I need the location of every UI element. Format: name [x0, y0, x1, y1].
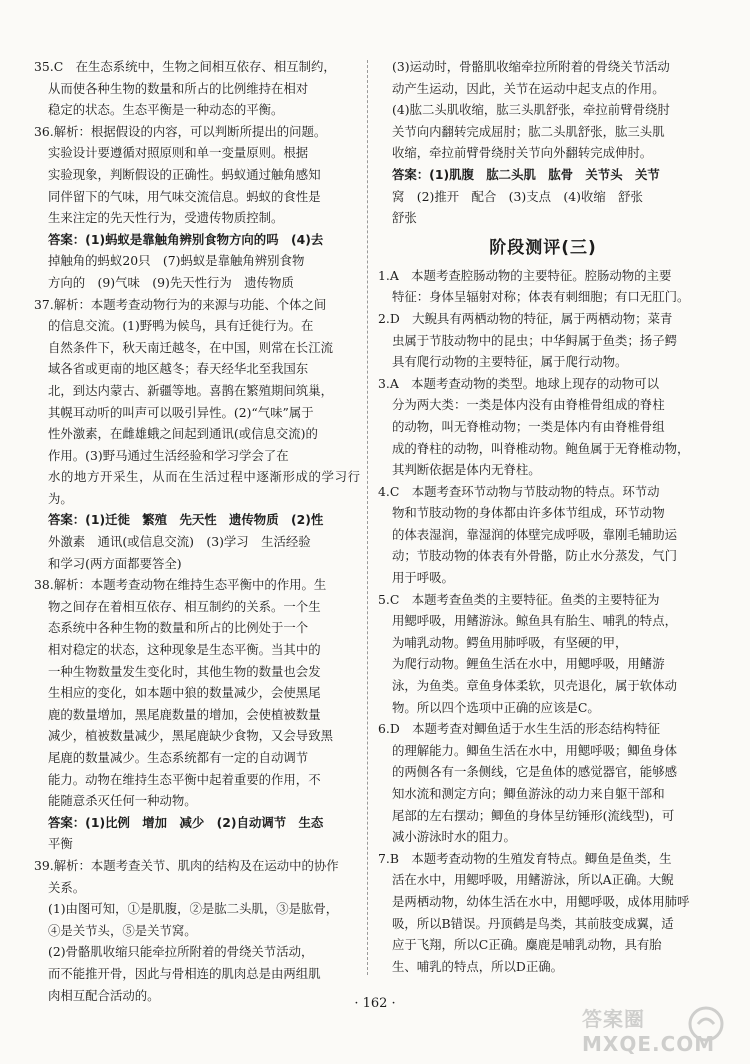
answer-39-continued	[378, 56, 708, 229]
text-line: 39.解析：本题考查关节、肌肉的结构及在运动中的协作	[34, 857, 339, 873]
answer-line: 方向的 (9)气味 (9)先天性行为 遗传物质	[48, 274, 294, 290]
answer-line: 答案：(1)比例 增加 减少 (2)自动调节 生态	[48, 814, 324, 830]
text-line: 减小游泳时水的阻力。	[392, 829, 516, 845]
answer-7	[378, 848, 708, 978]
answer-line: 外激素 通讯(或信息交流) (3)学习 生活经验	[48, 534, 311, 550]
text-line: 性外激素，在雌雄蛾之间起到通讯(或信息交流)的	[48, 426, 318, 442]
text-line: 自然条件下，秋天南迁越冬，在中国，则常在长江流	[48, 339, 333, 355]
text-line: 的体表湿润，靠湿润的体壁完成呼吸，靠刚毛辅助运	[392, 526, 677, 542]
answer-4	[378, 481, 708, 589]
text-line: (4)肱二头肌收缩，肱三头肌舒张，牵拉前臂骨绕肘	[392, 102, 670, 118]
text-line: 物之间存在着相互依存、相互制约的关系。一个生	[48, 598, 321, 614]
column-divider	[367, 60, 368, 975]
text-line: 37.解析：本题考查动物行为的来源与功能、个体之间	[34, 296, 327, 312]
text-line: 吸，所以B错误。丹顶鹤是鸟类，其前肢变成翼，适	[392, 915, 674, 931]
answer-line: 和学习(两方面都要答全)	[48, 555, 182, 571]
text-line: 用于呼吸。	[392, 570, 454, 586]
answer-line: 掉触角的蚂蚁20只 (7)蚂蚁是靠触角辨别食物	[48, 253, 305, 269]
text-line: 同伴留下的气味，用气味交流信息。蚂蚁的食性是	[48, 188, 321, 204]
text-line: (2)骨骼肌收缩只能牵拉所附着的骨绕关节活动，	[48, 944, 314, 960]
text-line: 物。所以四个选项中正确的应该是C。	[392, 699, 600, 715]
text-line: 具有爬行动物的主要特征，属于爬行动物。	[392, 354, 628, 370]
text-line: 水的地方开采生，从而在生活过程中逐渐形成的学习行为。	[48, 469, 360, 506]
text-line: 4.C 本题考查环节动物与节肢动物的特点。环节动	[378, 483, 660, 499]
text-line: 从而使各种生物的数量和所占的比例维持在相对	[48, 80, 309, 96]
text-line: 为哺乳动物。鳄鱼用肺呼吸，有坚硬的甲，	[392, 634, 628, 650]
text-line: 6.D 本题考查对鲫鱼适于水生生活的形态结构特征	[378, 721, 660, 737]
text-line: 泳，为鱼类。章鱼身体柔软，贝壳退化，属于软体动	[392, 678, 677, 694]
text-line: (1)由图可知，①是肌腹，②是肱二头肌，③是肱骨，	[48, 901, 339, 917]
text-line: 减少，植被数量减少，黑尾鹿缺少食物，又会导致黑	[48, 728, 333, 744]
answer-line: 舒张	[392, 210, 417, 226]
answer-38	[34, 574, 360, 855]
text-line: 特征：身体呈辐射对称；体表有刺细胞；有口无肛门。	[392, 289, 690, 305]
answer-line: 窝 (2)推开 配合 (3)支点 (4)收缩 舒张	[392, 188, 643, 204]
text-line: 7.B 本题考查动物的生殖发育特点。鲫鱼是鱼类，生	[378, 850, 672, 866]
answer-2	[378, 308, 708, 373]
text-line: 域各省或更南的地区越冬；春天经华北至我国东	[48, 361, 309, 377]
answer-39	[34, 855, 360, 1006]
watermark-text: 答案圈 MXQE.COM	[582, 1007, 716, 1056]
text-line: 作用。(3)野马通过生活经验和学习学会了在	[48, 447, 289, 463]
text-line: 的理解能力。鲫鱼生活在水中，用鳃呼吸；鲫鱼身体	[392, 742, 677, 758]
text-line: 鹿的数量增加，黑尾鹿数量的增加，会使植被数量	[48, 706, 321, 722]
text-line: 3.A 本题考查动物的类型。地球上现存的动物可以	[378, 375, 659, 391]
answer-1	[378, 265, 708, 308]
text-line: 的信息交流。(1)野鸭为候鸟，具有迁徙行为。在	[48, 318, 314, 334]
answer-36	[34, 121, 360, 294]
text-line: 而不能推开骨，因此与骨相连的肌肉总是由两组肌	[48, 965, 321, 981]
text-line: 能力。动物在维持生态平衡中起着重要的作用，不	[48, 771, 321, 787]
text-line: 35.C 在生态系统中，生物之间相互依存、相互制约，	[34, 59, 336, 74]
answer-line: 答案：(1)迁徙 繁殖 先天性 遗传物质 (2)性	[48, 512, 324, 528]
answer-3	[378, 373, 708, 481]
answer-line: 答案：(1)蚂蚁是靠触角辨别食物方向的吗 (4)去	[48, 231, 324, 247]
text-line: 1.A 本题考查腔肠动物的主要特征。腔肠动物的主要	[378, 267, 672, 283]
text-line: 尾鹿的数量减少。生态系统都有一定的自动调节	[48, 750, 309, 765]
text-line: 其判断依据是体内无脊柱。	[392, 462, 541, 478]
text-line: 稳定的状态。生态平衡是一种动态的平衡。	[48, 102, 284, 118]
left-column	[34, 56, 360, 1006]
text-line: 关系。	[48, 879, 86, 895]
text-line: 尾部的左右摆动；鲫鱼的身体呈纺锤形(流线型)，可	[392, 807, 675, 823]
text-line: 态系统中各种生物的数量和所占的比例处于一个	[48, 620, 309, 636]
text-line: 能随意杀灭任何一种动物。	[48, 793, 197, 809]
page-number: · 162 ·	[354, 996, 396, 1011]
text-line: 5.C 本题考查鱼类的主要特征。鱼类的主要特征为	[378, 591, 660, 607]
text-line: 的两侧各有一条侧线，它是鱼体的感觉器官，能够感	[392, 764, 677, 780]
text-line: 相对稳定的状态，这种现象是生态平衡。当其中的	[48, 642, 321, 658]
text-line: ④是关节头，⑤是关节窝。	[48, 922, 197, 938]
answer-line: 答案：(1)肌腹 肱二头肌 肱骨 关节头 关节	[392, 166, 660, 182]
text-line: 肉相互配合活动的。	[48, 987, 160, 1003]
text-line: 用鳃呼吸，用鳍游泳。鲸鱼具有胎生、哺乳的特点，	[392, 613, 677, 629]
text-line: 知水流和测定方向；鲫鱼游泳的动力来自躯干部和	[392, 786, 665, 801]
answer-6	[378, 718, 708, 848]
text-line: 应于飞翔，所以C正确。麋鹿是哺乳动物，具有胎	[392, 937, 662, 953]
text-line: 是两栖动物，幼体生活在水中，用鳃呼吸，成体用肺呼	[392, 893, 690, 909]
answer-line: 平衡	[48, 836, 73, 852]
right-column	[378, 56, 708, 977]
text-line: 动；节肢动物的体表有外骨骼，防止水分蒸发，气门	[392, 548, 677, 564]
text-line: 36.解析：根据假设的内容，可以判断所提出的问题。	[34, 123, 327, 139]
text-line: 生、哺乳的特点，所以D正确。	[392, 958, 564, 974]
text-line: 成的脊柱的动物，叫脊椎动物。鲍鱼属于无脊椎动物，	[392, 440, 690, 456]
text-line: 为爬行动物。鲤鱼生活在水中，用鳃呼吸，用鳍游	[392, 656, 665, 672]
text-line: 一种生物数量发生变化时，其他生物的数量也会发	[48, 663, 321, 679]
text-line: 其幌耳动听的叫声可以吸引异性。(2)“气味”属于	[48, 404, 314, 420]
text-line: 实验现象，判断假设的正确性。蚂蚁通过触角感知	[48, 166, 321, 182]
answer-37	[34, 294, 360, 575]
text-line: 分为两大类：一类是体内没有由脊椎骨组成的脊柱	[392, 397, 665, 413]
text-line: 活在水中，用鳃呼吸，用鳍游泳，所以A正确。大鲵	[392, 872, 674, 888]
answer-5	[378, 589, 708, 719]
section-title: 阶段测评(三)	[489, 237, 597, 258]
text-line: 实验设计要遵循对照原则和单一变量原则。根据	[48, 145, 309, 161]
text-line: 关节向内翻转完成屈肘；肱二头肌舒张，肱三头肌	[392, 123, 665, 139]
watermark-logo	[582, 1002, 732, 1058]
text-line: 北，到达内蒙古、新疆等地。喜鹊在繁殖期间筑巢，	[48, 382, 333, 398]
text-line: 生相应的变化，如本题中狼的数量减少，会使黑尾	[48, 685, 321, 701]
text-line: 生来注定的先天性行为，受遗传物质控制。	[48, 210, 284, 226]
text-line: 收缩，牵拉前臂骨绕肘关节向外翻转完成伸肘。	[392, 145, 653, 161]
text-line: 物和节肢动物的身体都由许多体节组成，环节动物	[392, 505, 665, 521]
text-line: 虫属于节肢动物中的昆虫；中华鲟属于鱼类；扬子鳄	[392, 332, 677, 348]
text-line: 动产生运动，因此，关节在运动中起支点的作用。	[392, 80, 665, 96]
answer-35	[34, 56, 360, 121]
text-line: 2.D 大鲵具有两栖动物的特征，属于两栖动物；菜青	[378, 310, 673, 326]
text-line: 38.解析：本题考查动物在维持生态平衡中的作用。生	[34, 577, 327, 593]
text-line: (3)运动时，骨骼肌收缩牵拉所附着的骨绕关节活动	[392, 59, 670, 74]
text-line: 的动物，叫无脊椎动物；一类是体内有由脊椎骨组	[392, 418, 665, 434]
